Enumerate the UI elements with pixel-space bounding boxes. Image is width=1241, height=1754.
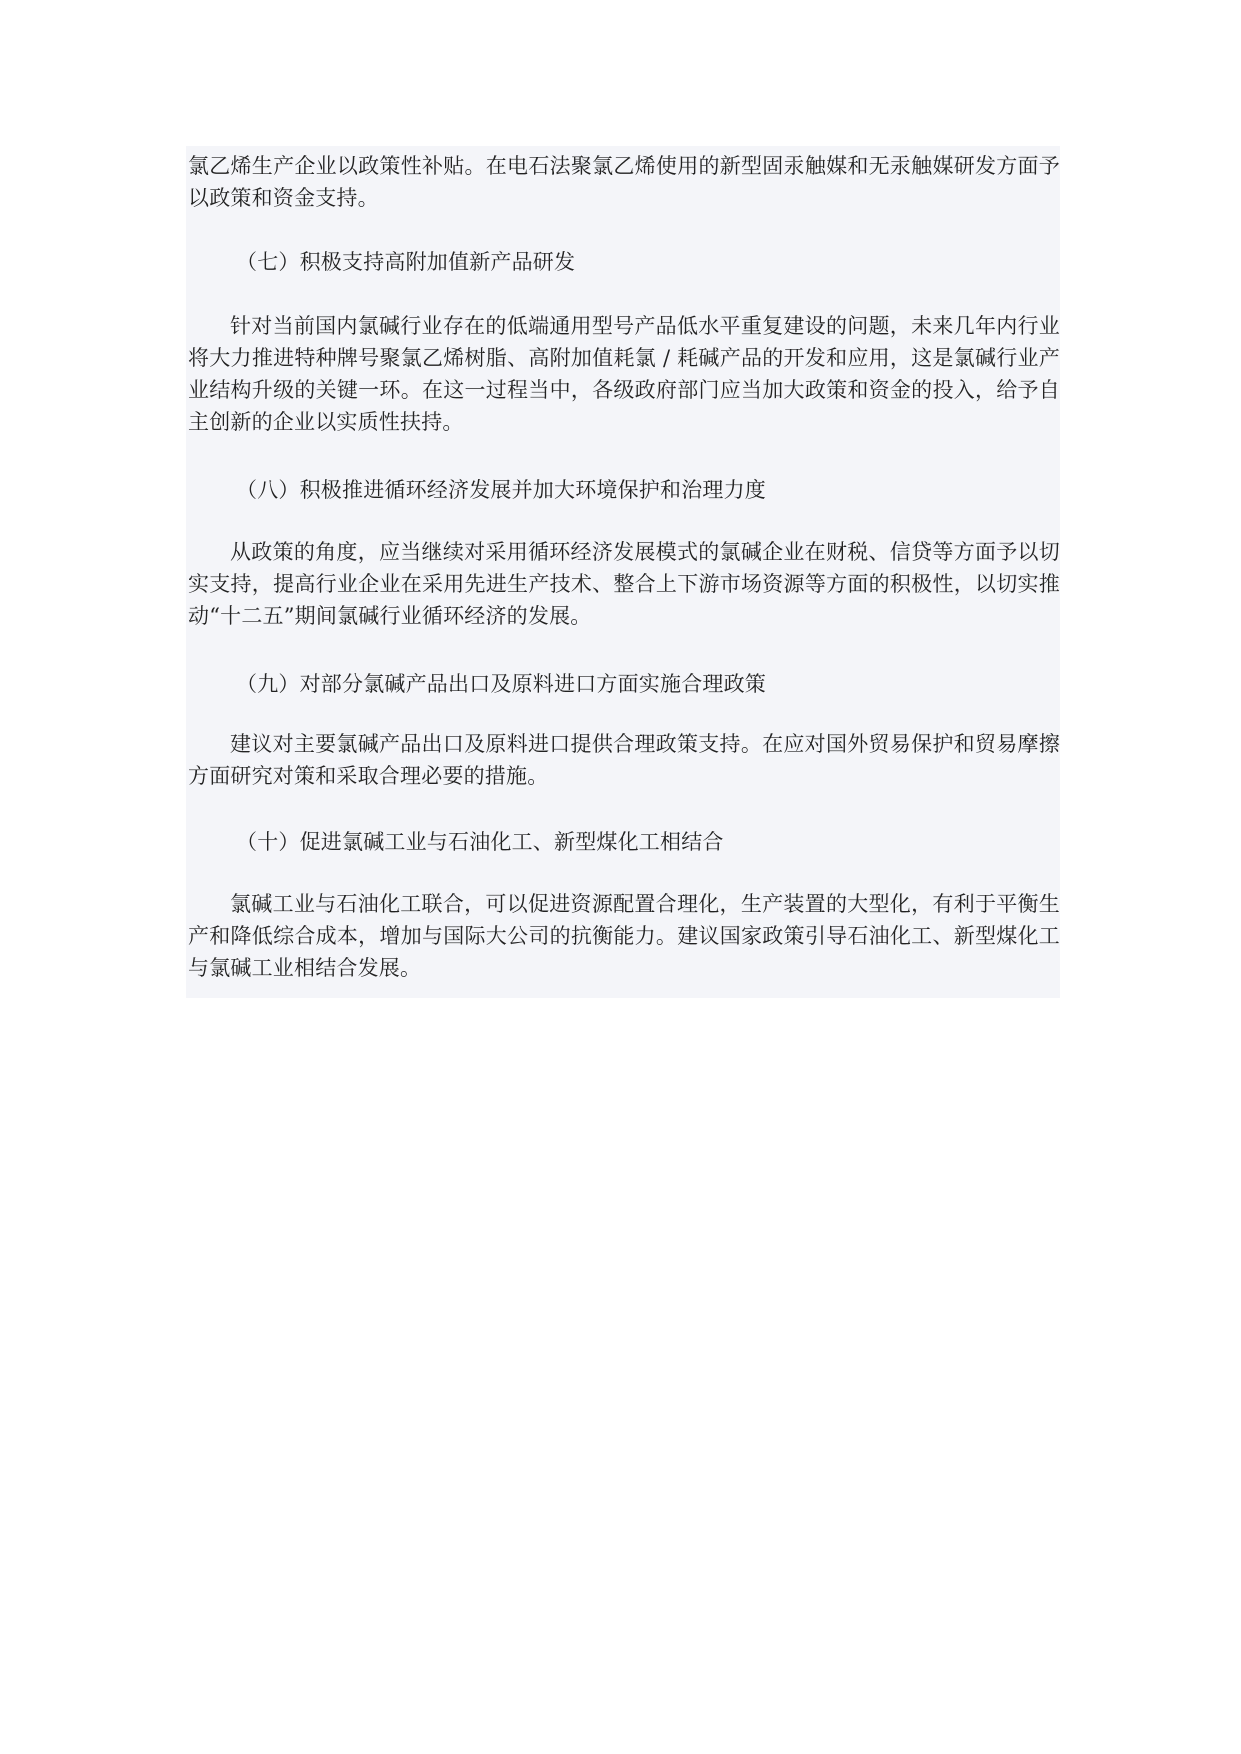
paragraph-export-import-policy: 建议对主要氯碱产品出口及原料进口提供合理政策支持。在应对国外贸易保护和贸易摩擦方面研究对策和采取合理必要的措施。 — [188, 732, 1060, 788]
paragraph-circular-economy: 从政策的角度，应当继续对采用循环经济发展模式的氯碱企业在财税、信贷等方面予以切实支持，提高行业企业在采用先进生产技术、整合上下游市场资源等方面的积极性，以切实推动“十二五”期间氯碱行业循环经济的发展。 — [188, 540, 1060, 628]
section-heading-7: （七）积极支持高附加值新产品研发 — [236, 250, 576, 274]
section-heading-10: （十）促进氯碱工业与石油化工、新型煤化工相结合 — [236, 830, 724, 854]
section-heading-9: （九）对部分氯碱产品出口及原料进口方面实施合理政策 — [236, 672, 766, 696]
section-heading-8: （八）积极推进循环经济发展并加大环境保护和治理力度 — [236, 478, 766, 502]
document-content-block — [186, 146, 1060, 998]
paragraph-high-value-products: 针对当前国内氯碱行业存在的低端通用型号产品低水平重复建设的问题，未来几年内行业将大力推进特种牌号聚氯乙烯树脂、高附加值耗氯 / 耗碱产品的开发和应用，这是氯碱行业产业结构升级的关键一环。在这一过程当中，各级政府部门应当加大政策和资金的投入，给予自主创新的企业以实质性扶持。 — [188, 314, 1060, 434]
paragraph-chlor-alkali-petrochemical: 氯碱工业与石油化工联合，可以促进资源配置合理化，生产装置的大型化，有利于平衡生产和降低综合成本，增加与国际大公司的抗衡能力。建议国家政策引导石油化工、新型煤化工与氯碱工业相结合发展。 — [188, 892, 1060, 980]
paragraph-policy-subsidy: 氯乙烯生产企业以政策性补贴。在电石法聚氯乙烯使用的新型固汞触媒和无汞触媒研发方面予以政策和资金支持。 — [188, 154, 1060, 210]
